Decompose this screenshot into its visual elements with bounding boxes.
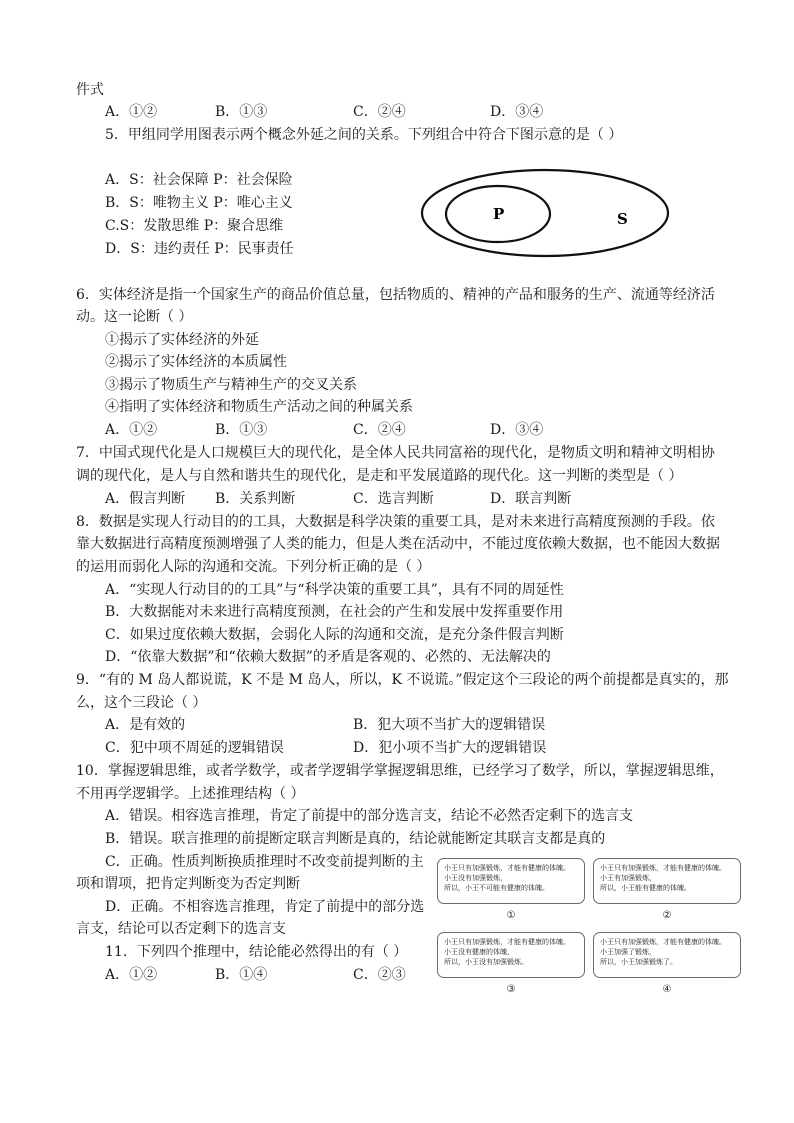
option-c: C．正确。性质判断换质推理时不改变前提判断的主	[105, 854, 424, 870]
option-c-cont: 项和谓项，把肯定判断变为否定判断	[76, 876, 300, 892]
venn-diagram	[420, 168, 670, 258]
option-d: D．③④	[490, 104, 544, 120]
option-c: C．②④	[353, 422, 406, 438]
question-7-cont: 调的现代化，是人与自然和谐共生的现代化，是走和平发展道路的现代化。这一判断的类型是（ ）	[76, 468, 683, 484]
option-d: D．“依靠大数据”和“依赖大数据”的矛盾是客观的、必然的、无法解决的	[105, 649, 551, 665]
statement-4: ④指明了实体经济和物质生产活动之间的种属关系	[105, 399, 413, 415]
option-b: B．S：唯物主义 P：唯心主义	[105, 195, 293, 211]
option-d: D．③④	[490, 422, 544, 438]
text-line: 件式	[76, 82, 104, 98]
card-line: 小王没有加强锻炼，	[444, 874, 507, 882]
option-b: B．大数据能对未来进行高精度预测，在社会的产生和发展中发挥重要作用	[105, 604, 564, 620]
card-line: 小王没有健康的体魄，	[444, 948, 514, 956]
question-10-cont: 不用再学逻辑学。上述推理结构（ ）	[76, 786, 305, 802]
option-c: C．选言判断	[353, 491, 434, 507]
label-s: S	[617, 210, 628, 228]
statement-2: ②揭示了实体经济的本质属性	[105, 354, 287, 370]
option-a: A．假言判断	[105, 491, 186, 507]
card-label-2: ②	[662, 910, 672, 921]
option-a: A．S：社会保障 P：社会保险	[105, 172, 293, 188]
label-p: P	[493, 205, 505, 223]
outer-ellipse-s	[422, 170, 668, 256]
question-8: 8．数据是实现人行动目的的工具，大数据是科学决策的重要工具，是对未来进行高精度预测的手段。依	[76, 514, 715, 530]
option-b: B．①③	[215, 422, 268, 438]
option-d: D．S：违约责任 P：民事责任	[105, 241, 294, 257]
statement-3: ③揭示了物质生产与精神生产的交叉关系	[105, 377, 357, 393]
card-line: 小王只有加强锻炼，才能有健康的体魄。	[600, 864, 726, 872]
card-line: 所以，小王加强锻炼了。	[600, 958, 677, 966]
question-8-cont: 的运用而弱化人际的沟通和交流。下列分析正确的是（ ）	[76, 559, 431, 575]
card-line: 所以，小王不可能有健康的体魄。	[444, 884, 549, 892]
option-a: A．“实现人行动目的的工具”与“科学决策的重要工具”，具有不同的周延性	[105, 582, 564, 598]
card-label-1: ①	[506, 910, 516, 921]
question-9: 9．“有的 M 岛人都说谎，K 不是 M 岛人，所以，K 不说谎。”假定这个三段论的两个前提都是真实的，那	[76, 672, 729, 688]
question-5: 5．甲组同学用图表示两个概念外延之间的关系。下列组合中符合下图示意的是（ ）	[105, 127, 623, 143]
option-b: B．错误。联言推理的前提断定联言判断是真的，结论就能断定其联言支都是真的	[105, 831, 606, 847]
question-6: 6．实体经济是指一个国家生产的商品价值总量，包括物质的、精神的产品和服务的生产、流通等经济活	[76, 287, 715, 303]
reasoning-card-4	[593, 932, 741, 978]
option-d-cont: 言支，结论可以否定剩下的选言支	[76, 921, 286, 937]
option-c: C．如果过度依赖大数据，会弱化人际的沟通和交流，是充分条件假言判断	[105, 627, 564, 643]
option-a: A．错误。相容选言推理，肯定了前提中的部分选言支，结论不必然否定剩下的选言支	[105, 808, 634, 824]
option-d: D．联言判断	[490, 491, 572, 507]
question-6-cont: 动。这一论断（ ）	[76, 309, 193, 325]
option-b: B．犯大项不当扩大的逻辑错误	[353, 717, 546, 733]
question-10: 10．掌握逻辑思维，或者学数学，或者学逻辑学掌握逻辑思维，已经学习了数学，所以，掌握逻辑思维，	[76, 763, 724, 779]
option-b: B．①③	[215, 104, 268, 120]
option-c: C．犯中项不周延的逻辑错误	[105, 740, 284, 756]
option-c: C.S：发散思维 P：聚合思维	[105, 218, 284, 234]
reasoning-card-3	[437, 932, 585, 978]
card-line: 小王只有加强锻炼，才能有健康的体魄。	[600, 938, 726, 946]
card-label-3: ③	[506, 984, 516, 995]
card-line: 所以，小王没有加强锻炼。	[444, 958, 528, 966]
question-9-cont: 么，这个三段论（ ）	[76, 695, 207, 711]
question-8-cont: 靠大数据进行高精度预测增强了人类的能力，但是人类在活动中，不能过度依赖大数据，也不能因大数据	[76, 536, 720, 552]
card-line: 小王加强了锻炼，	[600, 948, 656, 956]
option-d: D．犯小项不当扩大的逻辑错误	[353, 740, 547, 756]
option-a: A．①②	[105, 967, 158, 983]
option-a: A．①②	[105, 422, 158, 438]
option-c: C．②③	[353, 967, 406, 983]
card-line: 所以，小王能有健康的体魄。	[600, 884, 691, 892]
reasoning-card-1	[437, 858, 585, 904]
card-line: 小王有加强锻炼，	[600, 874, 656, 882]
option-a: A．①②	[105, 104, 158, 120]
question-11: 11．下列四个推理中，结论能必然得出的有（ ）	[105, 944, 408, 960]
question-7: 7．中国式现代化是人口规模巨大的现代化，是全体人民共同富裕的现代化，是物质文明和精神文明相协	[76, 445, 715, 461]
card-line: 小王只有加强锻炼，才能有健康的体魄。	[444, 864, 570, 872]
option-a: A．是有效的	[105, 717, 186, 733]
option-b: B．①④	[215, 967, 268, 983]
statement-1: ①揭示了实体经济的外延	[105, 332, 259, 348]
card-label-4: ④	[662, 984, 672, 995]
option-c: C．②④	[353, 104, 406, 120]
option-b: B．关系判断	[215, 491, 296, 507]
reasoning-card-2	[593, 858, 741, 904]
card-line: 小王只有加强锻炼，才能有健康的体魄。	[444, 938, 570, 946]
option-d: D．正确。不相容选言推理，肯定了前提中的部分选	[105, 899, 425, 915]
